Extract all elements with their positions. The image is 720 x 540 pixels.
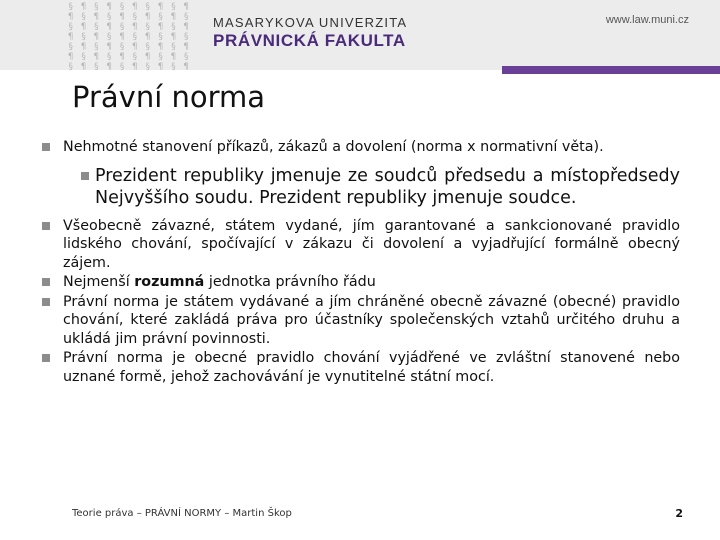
university-logo-pattern: § ¶ § ¶ § ¶ § ¶ § ¶ ¶ § ¶ § ¶ § ¶ § ¶ § § ¶ § ¶ § ¶ § ¶ § ¶ ¶ § ¶ § ¶ § ¶ § ¶ § § ¶ § ¶ § ¶ § ¶ § ¶ ¶ § ¶ § ¶ § ¶ § ¶ § § ¶ § ¶ § ¶ § ¶ § ¶ — [68, 2, 190, 72]
sub-bullet-item — [81, 165, 680, 210]
header — [0, 0, 720, 70]
accent-bar — [502, 66, 720, 74]
bullet-item — [42, 293, 680, 349]
bullet-text: Všeobecně závazné, státem vydané, jím garantované a sankcionované pravidlo lidského chování, spočívající v zákazu či dovolení a vyjadřující formálně obecný zájem. — [63, 217, 680, 271]
university-name: MASARYKOVA UNIVERZITA — [213, 15, 408, 30]
bullet-text: Právní norma je státem vydávané a jím chráněné obecně závazné (obecné) pravidlo chování, které zakládá práva pro účastníky společenských vztahů určitého druhu a ukládá jim právní povinnosti. — [63, 293, 680, 347]
faculty-name: PRÁVNICKÁ FAKULTA — [213, 31, 406, 50]
bullet-item — [42, 273, 680, 292]
bullet-text-pre: Nejmenší — [63, 274, 135, 290]
bullet-text: Právní norma je obecné pravidlo chování vyjádřené ve zvláštní stanovené nebo uznané formě, jehož zachovávání je vynutitelné státní mocí. — [63, 350, 680, 385]
bullet-text-post: jednotka právního řádu — [204, 274, 376, 290]
bullet-square-icon — [42, 278, 50, 286]
slide-title: Právní norma — [72, 80, 266, 114]
bullet-square-icon — [42, 354, 50, 362]
website-link[interactable]: www.law.muni.cz — [605, 14, 689, 26]
bullet-square-icon — [42, 298, 50, 306]
bullet-square-icon — [42, 143, 50, 151]
page-number: 2 — [675, 507, 683, 520]
bullet-text-bold: rozumná — [134, 274, 205, 290]
bullet-item — [42, 217, 680, 273]
bullet-list — [42, 138, 680, 387]
bullet-square-icon — [81, 172, 89, 180]
bullet-item — [42, 349, 680, 386]
bullet-item — [42, 138, 680, 157]
sub-bullet-text: Prezident republiky jmenuje ze soudců předsedu a místopředsedy Nejvyššího soudu. Prezident republiky jmenuje soudce. — [95, 165, 680, 208]
bullet-text: Nehmotné stanovení příkazů, zákazů a dovolení (norma x normativní věta). — [63, 139, 604, 155]
footer-text: Teorie práva – PRÁVNÍ NORMY – Martin Škop — [72, 508, 292, 519]
bullet-square-icon — [42, 222, 50, 230]
